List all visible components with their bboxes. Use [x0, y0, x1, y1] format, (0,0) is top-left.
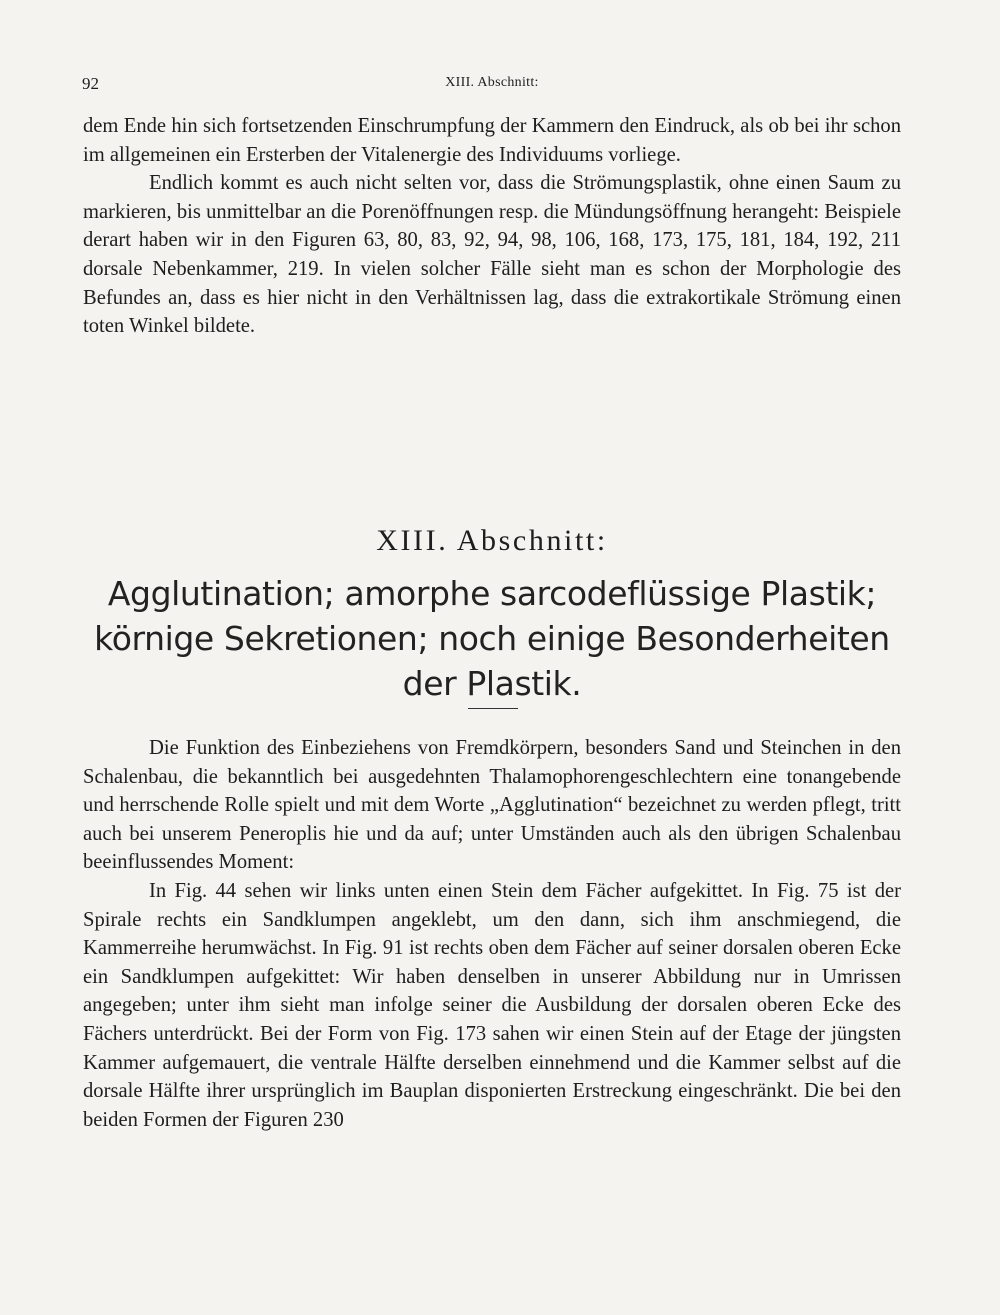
paragraph-figures: In Fig. 44 sehen wir links unten einen Stein dem Fächer aufgekittet. In Fig. 75 ist der Spirale rechts ein Sandklumpen angeklebt, um den dann, sich ihm anschmiegend, die Kammerreihe herumwächst. In Fig. 91 ist rechts oben dem Fächer auf seiner dorsalen oberen Ecke ein Sandklumpen aufgekittet: Wir haben denselben in unserer Abbildung nur in Umrissen angegeben; unter ihm sieht man infolge seiner die Ausbildung der dorsalen oberen Ecke des Fächers unterdrückt. Bei der Form von Fig. 173 sahen wir einen Stein auf der Etage der jüngsten Kammer aufgemauert, die ventrale Hälfte derselben einnehmend und die Kammer selbst auf die dorsale Hälfte ihrer ursprünglich im Bauplan disponierten Erstreckung eingeschränkt. Die bei den beiden Formen der Figuren 230	[83, 879, 901, 1131]
section-text-block	[83, 734, 901, 1134]
section-title-line: der Plastik.	[402, 664, 582, 703]
section-divider	[468, 708, 518, 709]
section-title	[83, 571, 901, 706]
running-head: XIII. Abschnitt:	[445, 75, 539, 90]
top-text-block	[83, 112, 901, 341]
section-title-line: Agglutination; amorphe sarcodeflüssige Plastik;	[107, 574, 877, 613]
page-header	[82, 74, 902, 100]
paragraph-continued: dem Ende hin sich fortsetzenden Einschrumpfung der Kammern den Eindruck, als ob bei ihr schon im allgemeinen ein Ersterben der Vitalenergie des Individuums vorliege.	[83, 115, 901, 166]
page-number: 92	[82, 74, 99, 93]
section-heading: XIII. Abschnitt:	[376, 524, 608, 557]
paragraph-stromungsplastik: Endlich kommt es auch nicht selten vor, dass die Strömungsplastik, ohne einen Saum zu markieren, bis unmittelbar an die Porenöffnungen resp. die Mündungsöffnung herangeht: Beispiele derart haben wir in den Figuren 63, 80, 83, 92, 94, 98, 106, 168, 173, 175, 181, 184, 192, 211 dorsale Nebenkammer, 219. In vielen solcher Fälle sieht man es schon der Morphologie des Befundes an, dass es hier nicht in den Verhältnissen lag, dass die extrakortikale Strömung einen toten Winkel bildete.	[83, 172, 901, 338]
paragraph-agglutination: Die Funktion des Einbeziehens von Fremdkörpern, besonders Sand und Steinchen in den Schalenbau, die bekanntlich bei ausgedehnten Thalamophorengeschlechtern eine tonangebende und herrschende Rolle spielt und mit dem Worte „Agglutination“ bezeichnet zu werden pflegt, tritt auch bei unserem Peneroplis hie und da auf; unter Umständen auch als den übrigen Schalenbau beeinflussendes Moment:	[83, 737, 901, 874]
section-title-line: körnige Sekretionen; noch einige Besonderheiten	[94, 619, 890, 658]
